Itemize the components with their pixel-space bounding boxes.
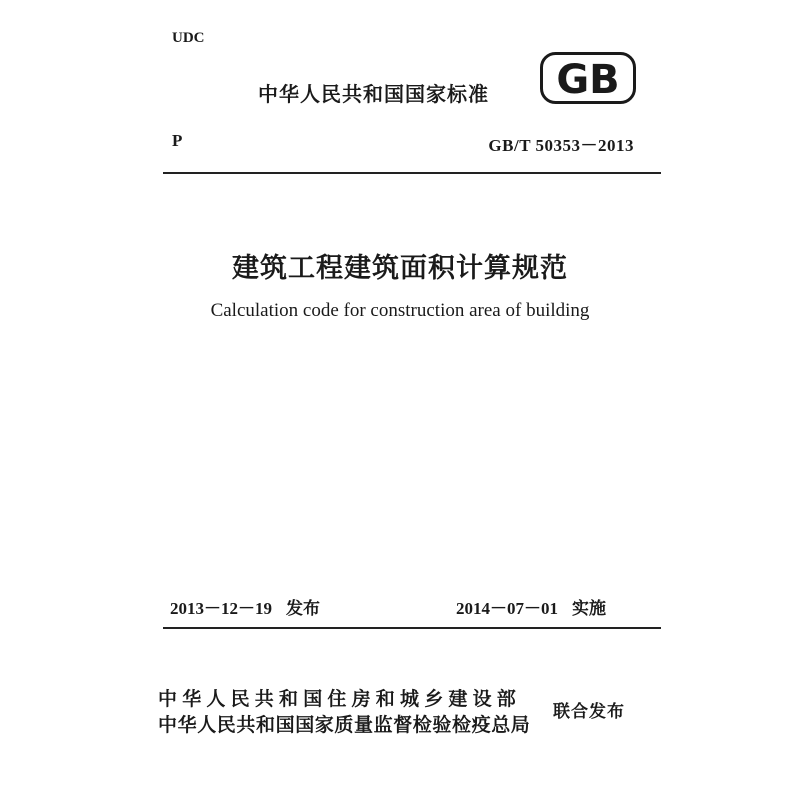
- issuer-aqsiq: 中华人民共和国国家质量监督检验检疫总局: [158, 714, 531, 736]
- issue-date: 2013－12－19: [170, 599, 272, 618]
- gb-logo-text: GB: [556, 57, 620, 103]
- gb-logo: [540, 52, 636, 104]
- category-code: P: [172, 131, 183, 150]
- title-english: Calculation code for construction area of building: [210, 300, 590, 321]
- title-chinese: 建筑工程建筑面积计算规范: [232, 253, 568, 284]
- implementation-date: 2014－07－01: [456, 599, 558, 618]
- issue-date-line: [170, 594, 320, 619]
- bottom-divider: [163, 627, 661, 629]
- standard-number: GB/T 50353－2013: [488, 136, 634, 155]
- udc-label: UDC: [172, 30, 205, 46]
- joint-issue-label: 联合发布: [553, 702, 625, 722]
- implementation-label: 实施: [572, 599, 606, 619]
- issue-label: 发布: [286, 599, 320, 619]
- implementation-date-line: [456, 594, 606, 619]
- top-divider: [163, 172, 661, 174]
- national-standard-heading: 中华人民共和国国家标准: [258, 82, 489, 106]
- issuer-ministry-housing: 中华人民共和国住房和城乡建设部: [158, 688, 522, 710]
